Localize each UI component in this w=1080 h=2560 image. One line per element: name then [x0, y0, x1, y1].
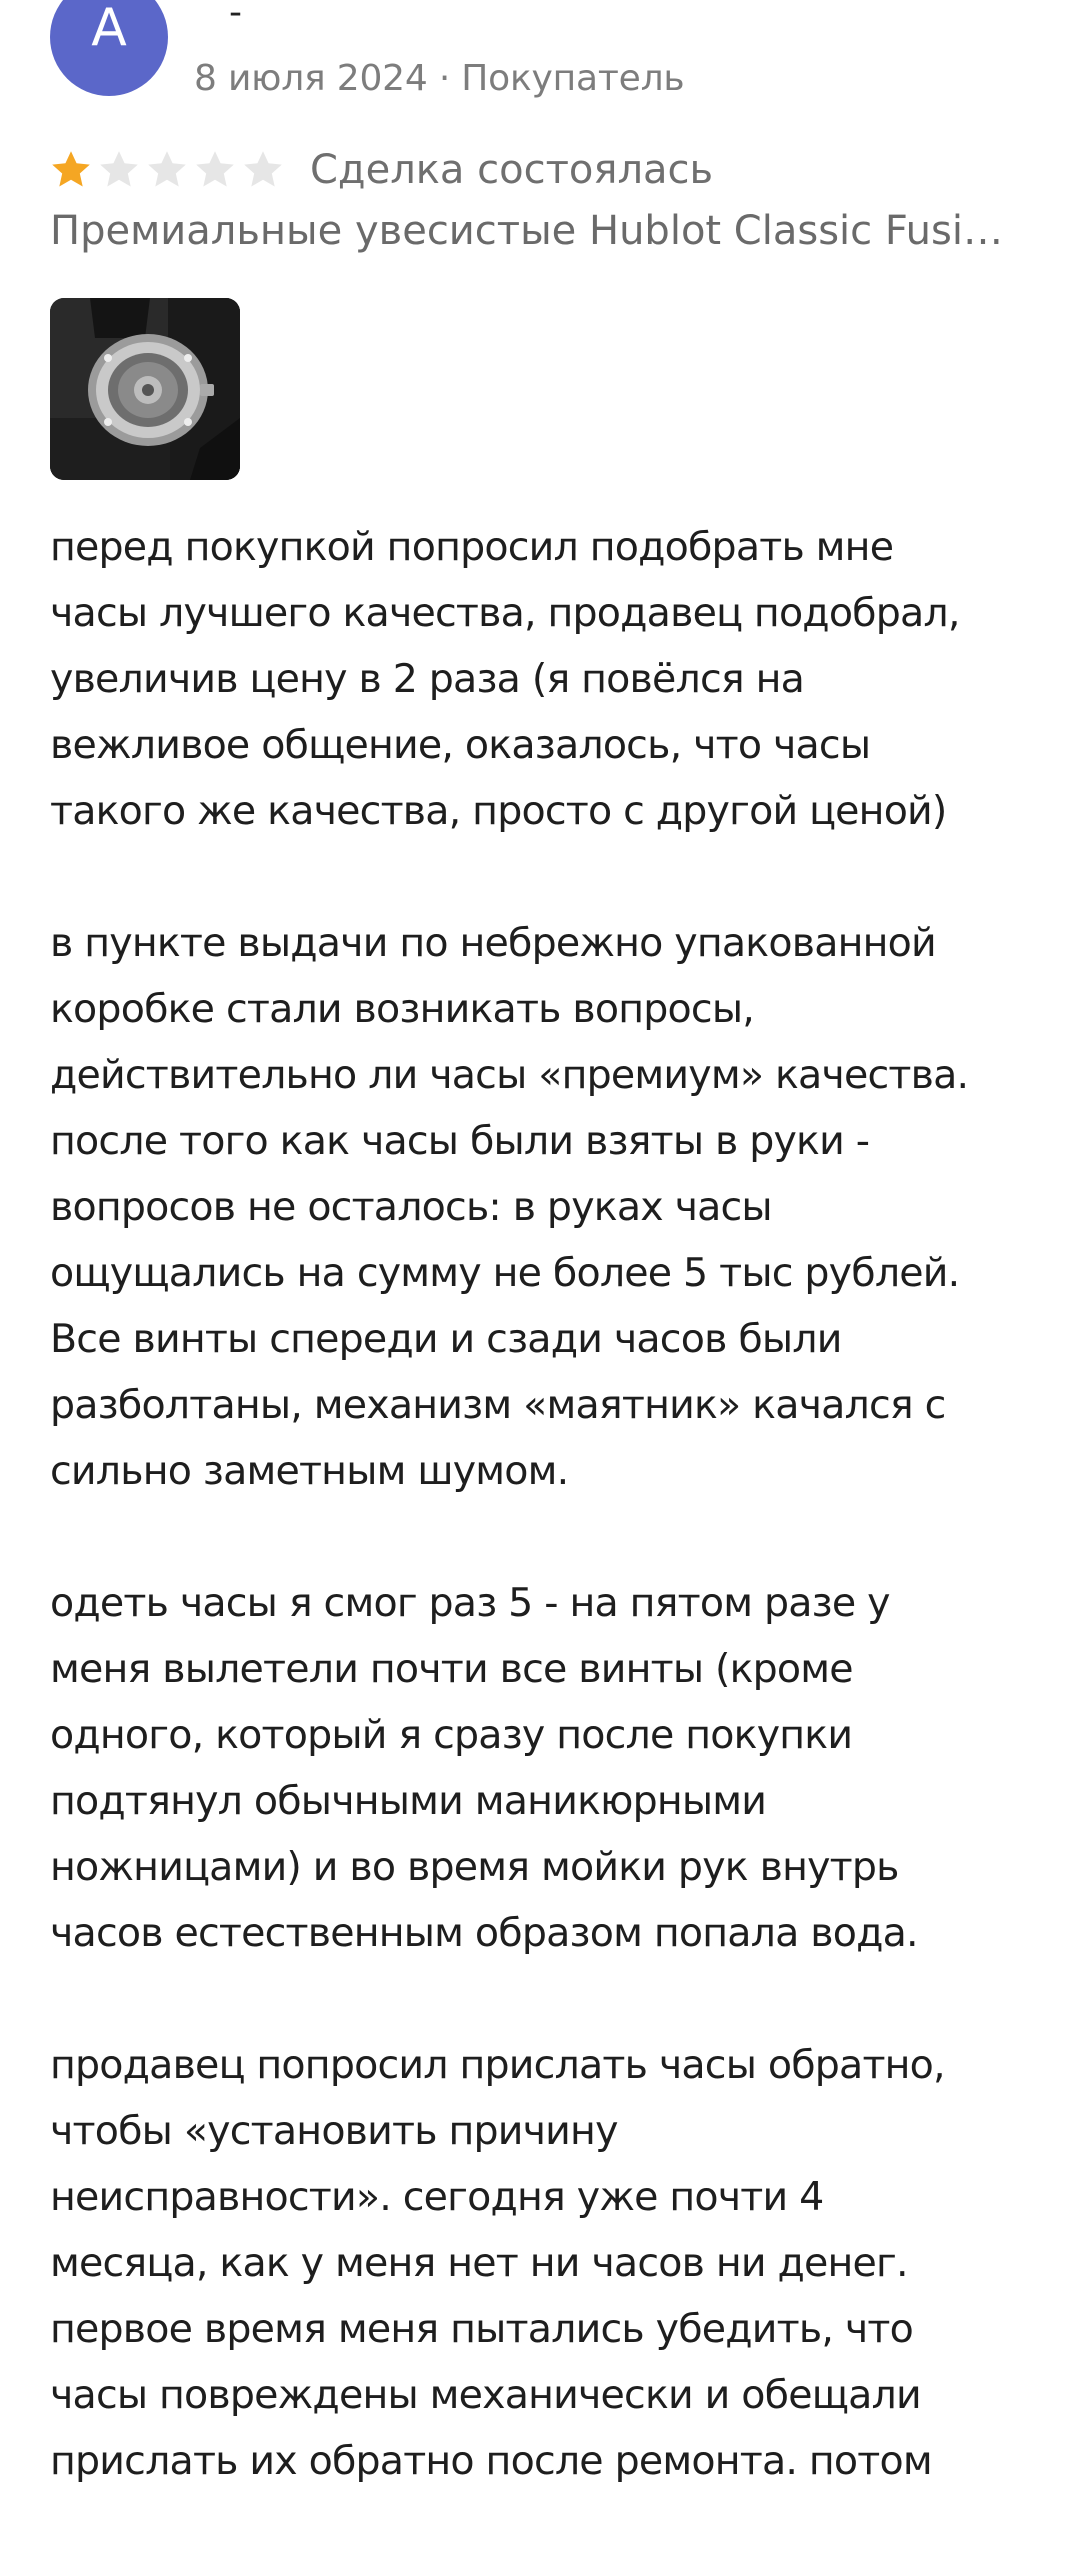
review-text-line: сильно заметным шумом. [50, 1448, 569, 1494]
review-text-line: действительно ли часы «премиум» качества. [50, 1052, 969, 1098]
avatar-initial: A [91, 0, 127, 58]
review-text-line: в пункте выдачи по небрежно упакованной [50, 920, 936, 966]
review-text-line: одного, который я сразу после покупки [50, 1712, 853, 1758]
review-text-line: продавец попросил прислать часы обратно, [50, 2042, 945, 2088]
review-text-line: часы повреждены механически и обещали [50, 2372, 921, 2418]
review-text-line: ножницами) и во время мойки рук внутрь [50, 1844, 899, 1890]
review-text [50, 514, 1060, 2560]
review-paragraph [50, 2032, 1060, 2494]
watch-photo-image [50, 298, 240, 480]
review-text-line: меня вылетели почти все винты (кроме [50, 1646, 853, 1692]
review-text-line: коробке стали возникать вопросы, [50, 986, 754, 1032]
avatar[interactable] [50, 0, 168, 96]
review-text-line: одеть часы я смог раз 5 - на пятом разе у [50, 1580, 890, 1626]
review-text-line: после того как часы были взяты в руки - [50, 1118, 870, 1164]
product-title[interactable]: Премиальные увесистые Hublot Classic Fusi… [50, 208, 1003, 254]
star-empty-icon [240, 147, 286, 193]
review-text-line: месяца, как у меня нет ни часов ни денег. [50, 2240, 908, 2286]
star-filled-icon [48, 147, 94, 193]
rating-stars [48, 147, 288, 193]
review-text-line: подтянул обычными маникюрными [50, 1778, 767, 1824]
star-empty-icon [96, 147, 142, 193]
review-text-line: Все винты спереди и сзади часов были [50, 1316, 842, 1362]
star-empty-icon [192, 147, 238, 193]
review-text-line: неисправности». сегодня уже почти 4 [50, 2174, 824, 2220]
review-photo[interactable] [50, 298, 240, 480]
rating-row [48, 140, 713, 200]
review-paragraph [50, 1570, 1060, 1966]
review-paragraph [50, 910, 1060, 1504]
review-text-line: перед покупкой попросил подобрать мне [50, 524, 894, 570]
deal-status: Сделка состоялась [310, 147, 714, 193]
author-name[interactable]: - [229, 0, 242, 33]
review-text-line: ощущались на сумму не более 5 тыс рублей. [50, 1250, 960, 1296]
review-paragraph [50, 514, 1060, 844]
review-meta: 8 июля 2024 · Покупатель [194, 58, 685, 99]
review-text-line: такого же качества, просто с другой ценой) [50, 788, 947, 834]
review-text-line: прислать их обратно после ремонта. потом [50, 2438, 932, 2484]
star-empty-icon [144, 147, 190, 193]
review-text-line: вопросов не осталось: в руках часы [50, 1184, 772, 1230]
review-text-line: часы лучшего качества, продавец подобрал, [50, 590, 960, 636]
review-text-line: увеличив цену в 2 раза (я повёлся на [50, 656, 805, 702]
review-text-line: вежливое общение, оказалось, что часы [50, 722, 871, 768]
review-text-line: разболтаны, механизм «маятник» качался с [50, 1382, 946, 1428]
review-text-line: часов естественным образом попала вода. [50, 1910, 918, 1956]
review-text-line: чтобы «установить причину [50, 2108, 618, 2154]
review-text-line: первое время меня пытались убедить, что [50, 2306, 913, 2352]
